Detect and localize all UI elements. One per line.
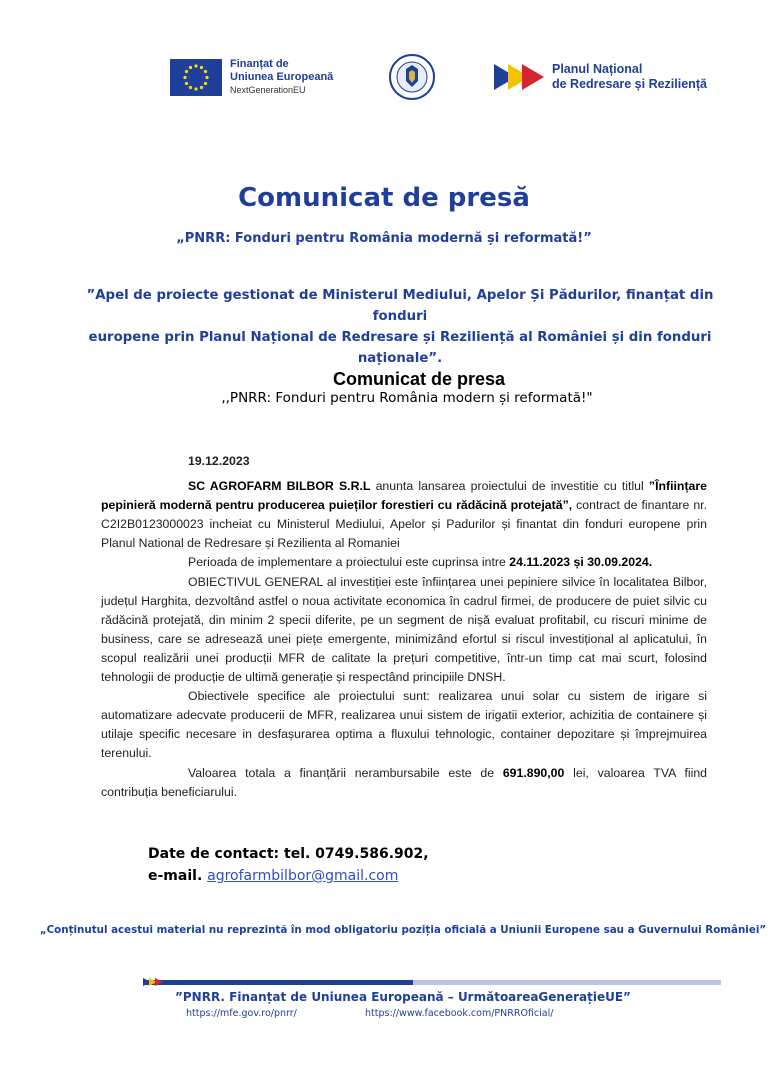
call-line-1: ”Apel de proiecte gestionat de Ministerul Mediului, Apelor Și Pădurilor, finanțat din fonduri [86, 288, 714, 324]
section-subtitle: ,,PNRR: Fonduri pentru România modern și reformată!" [221, 390, 593, 406]
contact-details [148, 843, 429, 887]
eu-logo-line2: Uniunea Europeană [230, 71, 334, 83]
eu-logo-line1: Finanțat de [230, 58, 289, 70]
romanian-government-seal-icon [388, 53, 436, 101]
contact-email-row [148, 865, 429, 887]
press-release-title: Comunicat de presă [238, 183, 530, 213]
pnrr-logo-line2: de Redresare și Reziliență [552, 77, 707, 91]
press-release-body [101, 452, 707, 802]
paragraph-period [101, 553, 707, 572]
paragraph-specific-objectives: Obiectivele specifice ale proiectului sunt: realizarea unui solar cu sistem de irigare si automatizare adecvate producerii de MFR, realizarea unui sistem de irigatii exterior, achizitia de containere și utilaje specific necesare in desfașurarea optima a fluxului tehnologic, container depozitare și împrejmuirea terenului. [101, 689, 707, 761]
email-link[interactable]: agrofarmbilbor@gmail.com [207, 868, 399, 884]
company-name: SC AGROFARM BILBOR S.R.L [188, 479, 371, 494]
section-title: Comunicat de presa [332, 369, 506, 389]
header-logos [0, 48, 768, 118]
paragraph-funding [101, 764, 707, 802]
funding-text-1: Valoarea totala a finanțării nerambursabile este de [188, 765, 503, 780]
call-for-projects-text [70, 285, 730, 369]
call-line-2: europene prin Planul Național de Redresare și Reziliență al României și din fonduri naționale”. [88, 330, 712, 366]
funding-amount: 691.890,00 [502, 765, 565, 780]
press-release-subtitle: „PNRR: Fonduri pentru România modernă și reformată!” [176, 231, 592, 246]
intro-text-2: contract de finantare nr. C2I2B0123000023 incheiat cu Ministerul Mediului, Apelor și Padurilor și finantat din fonduri europene prin Planul National de Redresare și Rezilienta al Romaniei [101, 498, 707, 551]
email-label: e-mail. [148, 868, 208, 884]
eu-funding-logo [170, 58, 333, 97]
pnrr-logo [494, 62, 707, 92]
pnrr-logo-line1: Planul Național [552, 62, 643, 76]
footer-link-mfe[interactable]: https://mfe.gov.ro/pnrr/ [186, 1008, 297, 1019]
disclaimer-text: „Conținutul acestui material nu reprezintă în mod obligatoriu poziția oficială a Uniunii Europene sau a Guvernului României” [39, 924, 767, 936]
release-date: 19.12.2023 [188, 454, 250, 468]
intro-text-1: anunta lansarea proiectului de investitie cu titlul [370, 479, 649, 494]
paragraph-intro [101, 477, 707, 553]
pnrr-arrow-icon [494, 62, 546, 92]
project-title: ”Înființare pepinieră modernă pentru producerea puieților forestieri cu rădăcină protejată”, [101, 479, 707, 513]
footer-tagline: ”PNRR. Finanțat de Uniunea Europeană – UrmătoareaGenerațieUE” [175, 990, 631, 1004]
funding-text-2: lei, valoarea TVA fiind contribuția beneficiarului. [101, 765, 708, 799]
footer-arrow-icon [143, 978, 165, 986]
eu-flag-icon [170, 59, 222, 96]
eu-logo-line3: NextGenerationEU [230, 85, 306, 95]
contact-phone: Date de contact: tel. 0749.586.902, [148, 846, 429, 862]
footer-link-facebook[interactable]: https://www.facebook.com/PNRROficial/ [365, 1008, 554, 1019]
period-dates: 24.11.2023 și 30.09.2024. [509, 555, 653, 570]
paragraph-general-objective: OBIECTIVUL GENERAL al investiției este înființarea unei pepiniere silvice în localitatea Bilbor, județul Harghita, dezvoltând astfel o noua activitate economica în cadrul firmei, de producere de puiet silvic cu rădăcină protejată, din minim 2 specii diferite, pe un segment de nișă evaluat profitabil, cu riscuri minime de business, care se adresează unei piețe emergente, minimizând efortul si riscul investițional al aplicatului, în scopul realizării unei producții MFR de calitate la prețuri competitive, într-un timp cat mai scurt, folosind tehnologii de producție de ultimă generație și respectând principiile DNSH. [101, 574, 707, 685]
period-text: Perioada de implementare a proiectului este cuprinsa intre [188, 555, 510, 570]
footer-divider-bar [143, 978, 721, 986]
